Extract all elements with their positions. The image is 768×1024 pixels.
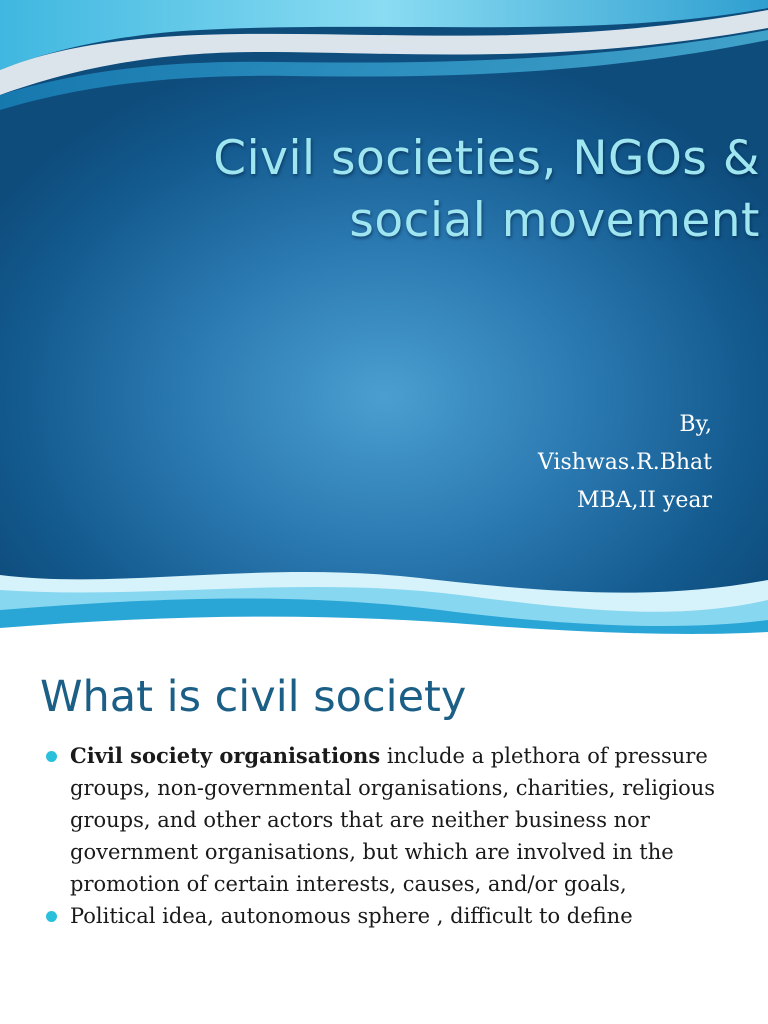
- bullet-list: [44, 740, 734, 932]
- byline-by: By,: [679, 412, 712, 437]
- bullet-item: [44, 900, 734, 932]
- byline-program: MBA,II year: [576, 488, 712, 513]
- byline-author: Vishwas.R.Bhat: [537, 450, 712, 475]
- slide-title-line1: Civil societies, NGOs &: [213, 131, 760, 186]
- bullet-dot-icon: [46, 911, 57, 922]
- content-slide: [0, 640, 768, 1024]
- bullet-text: Political idea, autonomous sphere , difficult to define: [70, 904, 633, 928]
- slide-title-line2: social movement: [349, 193, 760, 248]
- bullet-bold-term: Civil society organisations: [70, 743, 381, 768]
- bullet-dot-icon: [46, 751, 57, 762]
- slide-title: [140, 128, 760, 252]
- author-byline: [538, 406, 712, 520]
- bullet-text: include a plethora of pressure groups, non-governmental organisations, charities, religious groups, and other actors that are neither business nor government organisations, but which are involved in the promotion of certain interests, causes, and/or goals,: [70, 744, 716, 896]
- slide-heading: What is civil society: [40, 672, 467, 722]
- bullet-item: [44, 740, 734, 900]
